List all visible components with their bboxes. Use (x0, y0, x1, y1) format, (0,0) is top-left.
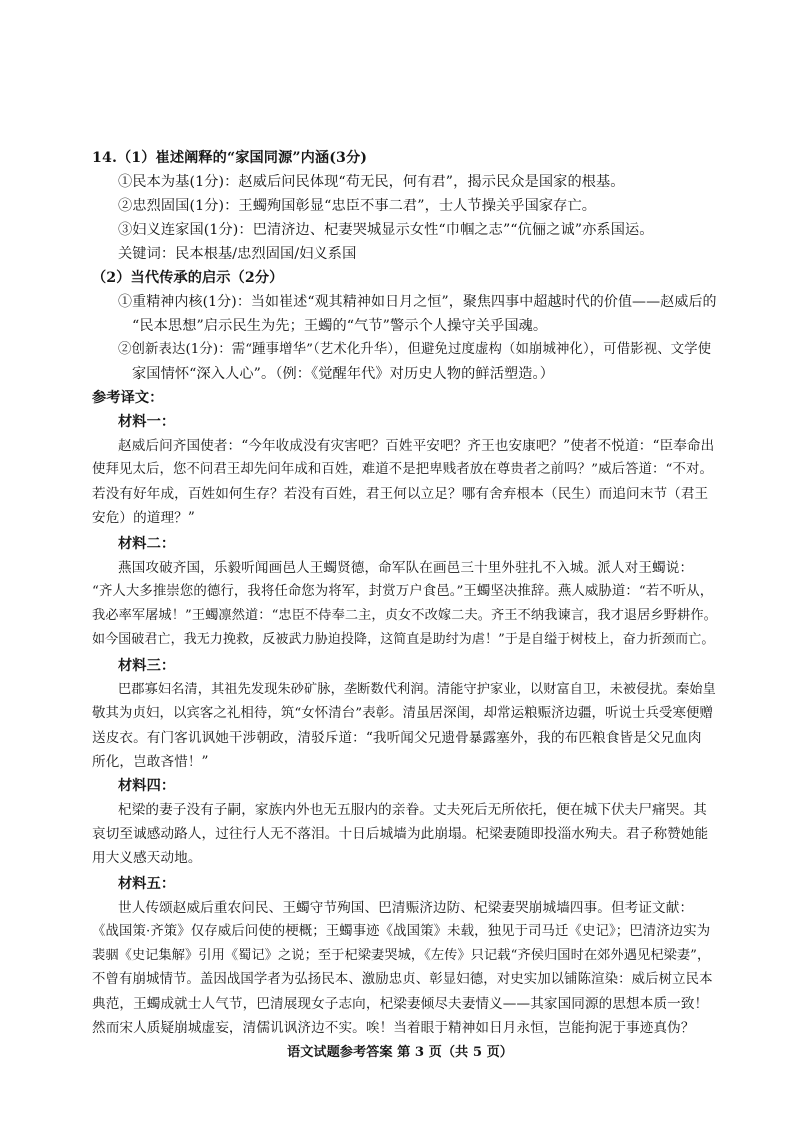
material-2-title: 材料二： (118, 536, 176, 552)
material-5-line: 不曾有崩城情节。盖因战国学者为弘扬民本、激励忠贞、彰显妇德，对史实加以铺陈渲染：威后树立民本 (92, 972, 713, 987)
translation-title: 参考译文： (92, 390, 164, 406)
material-5-line: 典范，王蠋成就士人气节，巴清展现女子志向，杞梁妻倾尽夫妻情义——其家国同源的思想本质一致！ (92, 996, 709, 1012)
q14-keywords: 关键词：民本根基/忠烈固国/妇义系国 (118, 246, 357, 262)
material-1-line: 赵威后问齐国使者：“今年收成没有灾害吧？百姓平安吧？齐王也安康吧？”使者不悦道：“臣奉命出 (118, 438, 715, 454)
material-5-line: 裴骃《史记集解》引用《蜀记》之说；至于杞梁妻哭城，《左传》只记载“齐侯归国时在郊外遇见杞梁妻”， (92, 948, 711, 963)
q14-part1-heading: 14.（1）崔述阐释的“家国同源”内涵(3分) (92, 150, 368, 166)
q14-inspiration-1-cont: “民本思想”启示民生为先；王蠋的“气节”警示个人操守关乎国魂。 (132, 318, 548, 334)
material-1-title: 材料一： (118, 414, 176, 430)
material-3-line: 所化，岂敢吝惜！” (92, 754, 209, 770)
q14-inspiration-1: ①重精神内核(1分)：当如崔述“观其精神如日月之恒”，聚焦四事中超越时代的价值——赵威后的 (118, 294, 717, 310)
q14-inspiration-2-cont: 家国情怀“深入人心”。（例：《觉醒年代》对历史人物的鲜活塑造。） (132, 366, 555, 382)
material-1-line: 若没有好年成，百姓如何生存？若没有百姓，君王何以立足？哪有舍弃根本（民生）而追问末节（君王 (92, 486, 709, 502)
material-3-title: 材料三： (118, 658, 176, 674)
material-2-line: 燕国攻破齐国，乐毅听闻画邑人王蠋贤德，命军队在画邑三十里外驻扎不入城。派人对王蠋说： (118, 560, 694, 576)
q14-inspiration-2: ②创新表达(1分)：需“踵事增华”（艺术化升华），但避免过度虚构（如崩城神化），可借影视、文学使 (118, 342, 712, 357)
material-5-line: 《战国策·齐策》仅存威后问使的梗概；王蠋事迹《战国策》未载，独见于司马迁《史记》；巴清济边实为 (92, 924, 711, 939)
material-5-line: 世人传颂赵威后重农问民、王蠋守节殉国、巴清赈济边防、杞梁妻哭崩城墙四事。但考证文献： (118, 900, 694, 916)
q14-point-1: ①民本为基(1分)：赵威后问民体现“苟无民，何有君”，揭示民众是国家的根基。 (118, 174, 625, 190)
material-2-line: “齐人大多推崇您的德行，我将任命您为将军，封赏万户食邑。”王蠋坚决推辞。燕人威胁道：“若不听从， (92, 584, 714, 599)
q14-point-2: ②忠烈固国(1分)：王蠋殉国彰显“忠臣不事二君”，士人节操关乎国家存亡。 (118, 198, 597, 214)
material-4-title: 材料四： (118, 778, 176, 794)
q14-point-3: ③妇义连家国(1分)：巴清济边、杞妻哭城显示女性“巾帼之志”“伉俪之诚”亦系国运。 (118, 222, 654, 238)
material-2-line: 如今国破君亡，我无力挽救，反被武力胁迫投降，这简直是助纣为虐！”于是自缢于树枝上，奋力折颈而亡。 (92, 632, 715, 647)
material-2-line: 我必率军屠城！”王蠋凛然道：“忠臣不侍奉二主，贞女不改嫁二夫。齐王不纳我谏言，我才退居乡野耕作。 (92, 608, 717, 623)
material-3-line: 巴郡寡妇名清，其祖先发现朱砂矿脉，垄断数代利润。清能守护家业，以财富自卫，未被侵扰。秦始皇 (118, 682, 716, 697)
material-4-line: 杞梁的妻子没有子嗣，家族内外也无五服内的亲眷。丈夫死后无所依托，便在城下伏夫尸痛哭。其 (118, 802, 707, 818)
material-5-line: 然而宋人质疑崩城虚妄，清儒讥讽济边不实。唉！当着眼于精神如日月永恒，岂能拘泥于事迹真伪？ (92, 1020, 695, 1036)
page-footer: 语文试题参考答案 第 3 页（共 5 页） (287, 1045, 513, 1060)
material-1-line: 使拜见太后，您不问君王却先问年成和百姓，难道不是把卑贱者放在尊贵者之前吗？”威后答道：“不对。 (92, 462, 713, 477)
material-5-title: 材料五： (118, 876, 176, 892)
material-3-line: 送皮衣。有门客讥讽她干涉朝政，清驳斥道：“我听闻父兄遗骨暴露塞外，我的布匹粮食皆是父兄血肉 (92, 730, 702, 746)
material-4-line: 哀切至诚感动路人，过往行人无不落泪。十日后城墙为此崩塌。杞梁妻随即投淄水殉夫。君子称赞她能 (92, 826, 709, 842)
q14-part2-heading: （2）当代传承的启示（2分） (92, 270, 284, 286)
material-1-line: 安危）的道理？” (92, 510, 195, 526)
material-4-line: 用大义感天动地。 (92, 850, 202, 866)
material-3-line: 敬其为贞妇，以宾客之礼相待，筑“女怀清台”表彰。清虽居深闺，却常运粮赈济边疆，听说士兵受寒便赠 (92, 706, 713, 721)
